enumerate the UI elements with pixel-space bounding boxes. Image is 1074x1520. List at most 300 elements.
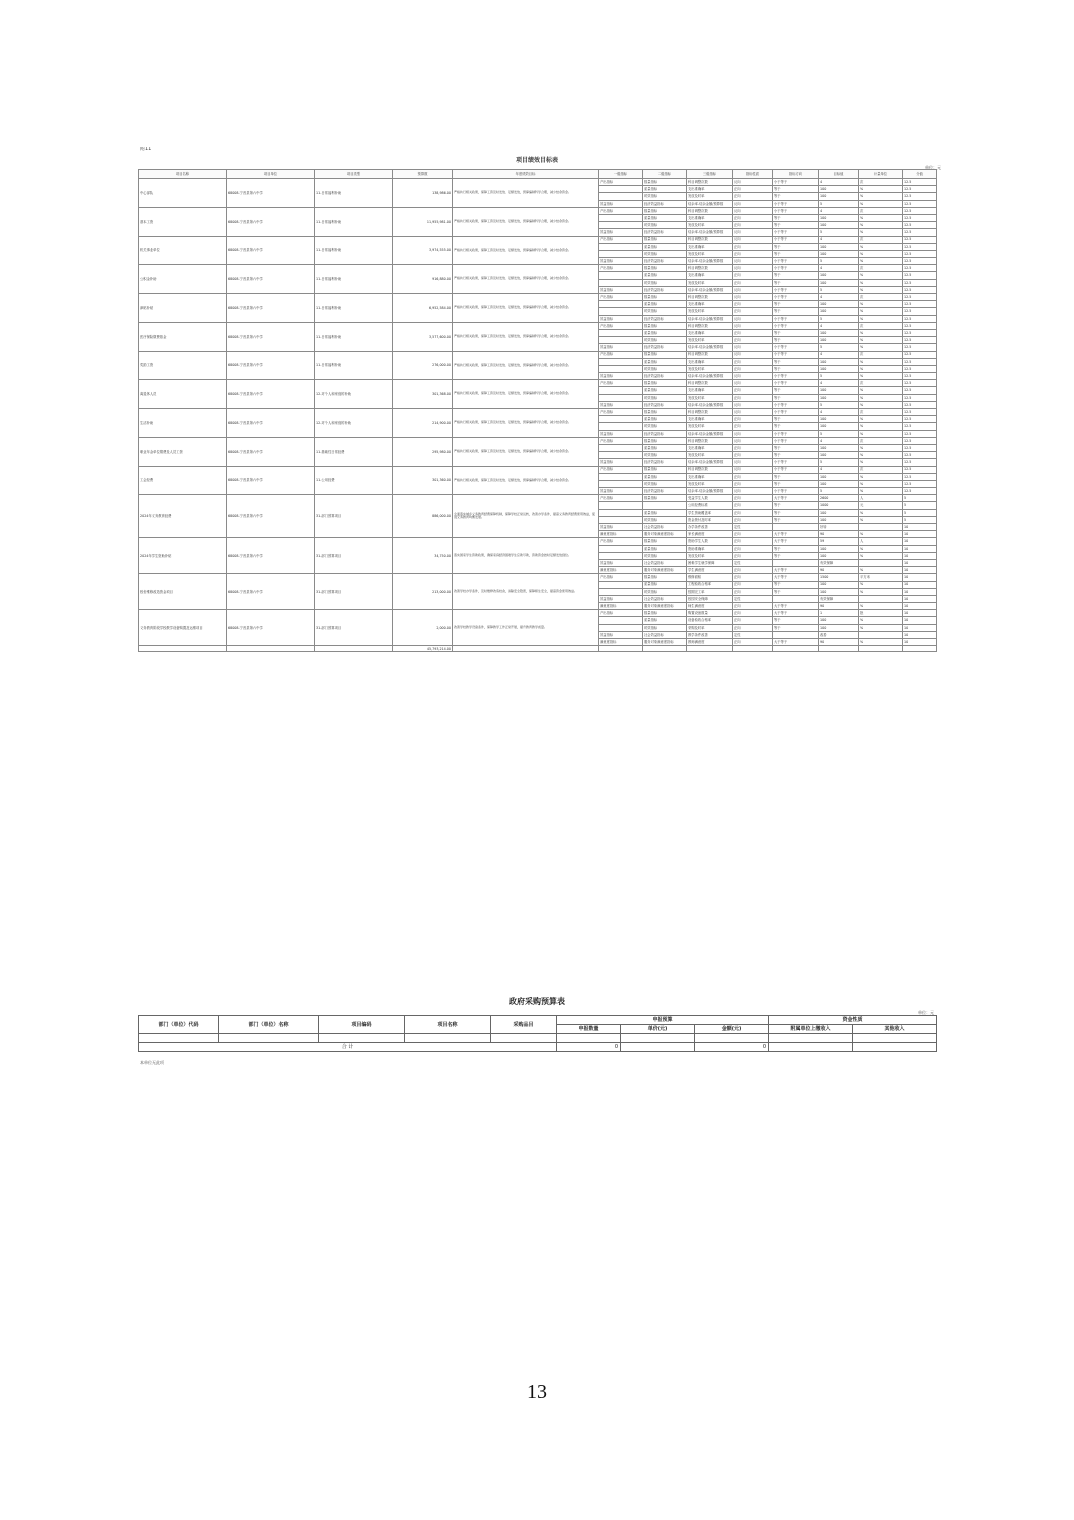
perf-indicator-cell: [599, 516, 643, 523]
perf-indicator-cell: 效益指标: [599, 631, 643, 638]
perf-indicator-cell: 12.5: [903, 416, 937, 423]
perf-indicator-cell: 5: [819, 200, 859, 207]
perf-indicator-cell: 质量指标: [643, 358, 687, 365]
perf-indicator-cell: %: [859, 423, 903, 430]
perf-indicator-cell: %: [859, 452, 903, 459]
perf-project-goal: 严格执行相关政策，保障工资及时发放、足额发放，预算编制科学合理，减少结余资金。: [453, 409, 599, 438]
perf-indicator-cell: 时效指标: [643, 222, 687, 229]
perf-indicator-cell: 等于: [773, 358, 819, 365]
perf-indicator-cell: %: [859, 214, 903, 221]
perf-total-blank-cell: [733, 646, 773, 652]
perf-indicator-cell: 12.5: [903, 466, 937, 473]
perf-project-goal: 严格执行相关政策，保障工资及时发放、足额发放，预算编制科学合理，减少结余资金。: [453, 236, 599, 265]
perf-project-type: 11-日常福利补助: [315, 322, 393, 351]
perf-indicator-cell: 100: [819, 552, 859, 559]
perf-indicator-cell: %: [859, 186, 903, 193]
perf-indicator-cell: 次: [859, 409, 903, 416]
perf-project-type: 31-部门预算项目: [315, 495, 393, 538]
perf-indicator-cell: 定性: [733, 595, 773, 602]
perf-indicator-cell: 反向: [733, 179, 773, 186]
perf-indicator-cell: %: [859, 480, 903, 487]
perf-indicator-cell: 服务对象满意度指标: [643, 531, 687, 538]
perf-project-goal: 严格执行相关政策，保障工资及时发放、足额发放，预算编制科学合理，减少结余资金。: [453, 322, 599, 351]
perf-indicator-cell: 等于: [773, 624, 819, 631]
perf-project-type: 31-部门预算项目: [315, 610, 393, 646]
perf-project-amount: 213,000.00: [393, 574, 453, 610]
perf-indicator-cell: 经济效益指标: [643, 286, 687, 293]
perf-indicator-cell: 5: [819, 430, 859, 437]
perf-indicator-cell: 社会效益指标: [643, 524, 687, 531]
perf-indicator-cell: 正向: [733, 301, 773, 308]
perf-project-goal: 严格执行相关政策，保障工资及时发放、足额发放，预算编制科学合理，减少结余资金。: [453, 380, 599, 409]
perf-project-type: 12-对个人和家庭的补助: [315, 380, 393, 409]
perf-project-type: 11-日常福利补助: [315, 236, 393, 265]
perf-indicator-cell: %: [859, 258, 903, 265]
perf-project-unit: 68008-宁晋县第六中学: [227, 574, 315, 610]
perf-indicator-cell: 12.5: [903, 351, 937, 358]
perf-indicator-cell: 科目调整次数: [687, 437, 733, 444]
perf-indicator-cell: %: [859, 200, 903, 207]
perf-project-goal: 全面落实城乡义务教育经费保障机制，保障学校正常运转，改善办学条件，提高义务教育经费使用效益，促进义务教育均衡发展。: [453, 495, 599, 538]
perf-indicator-cell: 效益指标: [599, 229, 643, 236]
perf-indicator-cell: 数量指标: [643, 437, 687, 444]
perf-indicator-cell: 结余率-结余金额/预算数: [687, 401, 733, 408]
perf-project-unit: 68008-宁晋县第六中学: [227, 466, 315, 495]
perf-indicator-cell: 社会效益指标: [643, 559, 687, 566]
perf-total-blank-cell: [599, 646, 643, 652]
perf-indicator-cell: 产出指标: [599, 179, 643, 186]
perf-indicator-cell: 5: [819, 401, 859, 408]
perf-indicator-cell: 正向: [733, 423, 773, 430]
perf-indicator-cell: %: [859, 279, 903, 286]
perf-indicator-cell: 时效指标: [643, 452, 687, 459]
perf-indicator-cell: 12.5: [903, 301, 937, 308]
perf-indicator-cell: 结余率-结余金额/预算数: [687, 315, 733, 322]
perf-indicator-cell: 等于: [773, 444, 819, 451]
perf-project-name: 津贴补贴: [139, 294, 227, 323]
perf-indicator-cell: 效益指标: [599, 200, 643, 207]
perf-indicator-cell: [599, 337, 643, 344]
perf-indicator-cell: 质量指标: [643, 214, 687, 221]
perf-indicator-cell: 5: [819, 344, 859, 351]
perf-indicator-cell: [773, 559, 819, 566]
perf-project-amount: 916,880.00: [393, 265, 453, 294]
perf-indicator-cell: 有效保障: [819, 559, 859, 566]
perf-project-goal: 严格执行相关政策，保障工资及时发放、足额发放，预算编制科学合理，减少结余资金。: [453, 265, 599, 294]
perf-indicator-cell: 数量指标: [643, 538, 687, 545]
perf-indicator-cell: 次: [859, 322, 903, 329]
perf-project-name: 生活补助: [139, 409, 227, 438]
table-row: [139, 538, 937, 545]
table-row: [139, 610, 937, 617]
perf-indicator-cell: 时效指标: [643, 308, 687, 315]
perf-indicator-cell: 效益指标: [599, 488, 643, 495]
perf-indicator-cell: 正向: [733, 452, 773, 459]
perf-total-blank-cell: [139, 646, 227, 652]
perf-indicator-cell: 小于等于: [773, 286, 819, 293]
perf-indicator-cell: [599, 272, 643, 279]
perf-indicator-cell: 支出准确率: [687, 214, 733, 221]
perf-indicator-cell: 产出指标: [599, 574, 643, 581]
perf-indicator-cell: 小于等于: [773, 488, 819, 495]
perf-indicator-cell: 12.5: [903, 272, 937, 279]
perf-indicator-cell: 小于等于: [773, 351, 819, 358]
perf-indicator-cell: 经济效益指标: [643, 401, 687, 408]
perf-header-cell: 一级指标: [599, 170, 643, 179]
perf-indicator-cell: 小于等于: [773, 401, 819, 408]
perf-indicator-cell: 100: [819, 365, 859, 372]
perf-indicator-cell: 正向: [733, 502, 773, 509]
perf-indicator-cell: 5: [903, 495, 937, 502]
perf-indicator-cell: 反向: [733, 322, 773, 329]
perf-indicator-cell: 科目调整次数: [687, 409, 733, 416]
perf-indicator-cell: 小于等于: [773, 229, 819, 236]
perf-total-blank-cell: [643, 646, 687, 652]
perf-indicator-cell: [859, 559, 903, 566]
perf-indicator-cell: 质量指标: [643, 416, 687, 423]
perf-total-blank-cell: [903, 646, 937, 652]
perf-indicator-cell: 100: [819, 337, 859, 344]
perf-indicator-cell: %: [859, 603, 903, 610]
perf-indicator-cell: %: [859, 509, 903, 516]
perf-indicator-cell: 受益学生人数: [687, 495, 733, 502]
perf-indicator-cell: 等于: [773, 423, 819, 430]
proc-header-other-income: 其他收入: [853, 1025, 937, 1034]
perf-indicator-cell: 12.5: [903, 179, 937, 186]
perf-indicator-cell: 社会效益指标: [643, 595, 687, 602]
perf-indicator-cell: 反向: [733, 294, 773, 301]
perf-indicator-cell: 反向: [733, 236, 773, 243]
perf-indicator-cell: 12.5: [903, 229, 937, 236]
perf-indicator-cell: 质量指标: [643, 581, 687, 588]
perf-project-type: 11-日常福利补助: [315, 351, 393, 380]
perf-indicator-cell: %: [859, 373, 903, 380]
perf-project-goal: 改善学校办学条件，及时维修改造校舍，消除安全隐患，保障师生安全，提高资金使用效益。: [453, 574, 599, 610]
perf-indicator-cell: 人: [859, 538, 903, 545]
perf-indicator-cell: [599, 365, 643, 372]
perf-indicator-cell: [773, 524, 819, 531]
perf-indicator-cell: 10: [903, 545, 937, 552]
perf-indicator-cell: 小于等于: [773, 430, 819, 437]
perf-indicator-cell: 100: [819, 444, 859, 451]
perf-indicator-cell: [643, 502, 687, 509]
perf-indicator-cell: 大于等于: [773, 574, 819, 581]
perf-indicator-cell: 反向: [733, 265, 773, 272]
perf-indicator-cell: 等于: [773, 502, 819, 509]
perf-indicator-cell: 结余率-结余金额/预算数: [687, 344, 733, 351]
perf-project-type: 11-日常福利补助: [315, 207, 393, 236]
perf-indicator-cell: [859, 631, 903, 638]
perf-indicator-cell: 产出指标: [599, 538, 643, 545]
perf-indicator-cell: 时效指标: [643, 279, 687, 286]
perf-indicator-cell: 等于: [773, 272, 819, 279]
perf-project-unit: 68008-宁晋县第六中学: [227, 179, 315, 208]
perf-project-unit: 68008-宁晋县第六中学: [227, 380, 315, 409]
table-row: [139, 179, 937, 186]
perf-indicator-cell: 小于等于: [773, 236, 819, 243]
perf-indicator-cell: 产出指标: [599, 322, 643, 329]
perf-indicator-cell: 12.5: [903, 286, 937, 293]
perf-indicator-cell: 10: [903, 624, 937, 631]
perf-indicator-cell: 反向: [733, 207, 773, 214]
perf-indicator-cell: 12.5: [903, 294, 937, 301]
perf-indicator-cell: 12.5: [903, 380, 937, 387]
perf-indicator-cell: 100: [819, 480, 859, 487]
table-row: [139, 380, 937, 387]
perf-indicator-cell: 等于: [773, 329, 819, 336]
perf-indicator-cell: [599, 624, 643, 631]
perf-indicator-cell: 10: [903, 567, 937, 574]
perf-project-unit: 68008-宁晋县第六中学: [227, 538, 315, 574]
perf-indicator-cell: 12.5: [903, 430, 937, 437]
perf-indicator-cell: 支出准确率: [687, 358, 733, 365]
perf-indicator-cell: 等于: [773, 588, 819, 595]
perf-indicator-cell: 反向: [733, 286, 773, 293]
perf-indicator-cell: 12.5: [903, 344, 937, 351]
perf-indicator-cell: 数量指标: [643, 380, 687, 387]
perf-indicator-cell: 等于: [773, 186, 819, 193]
perf-indicator-cell: 时效指标: [643, 423, 687, 430]
perf-indicator-cell: 按期完工率: [687, 588, 733, 595]
table-row: [139, 294, 937, 301]
perf-indicator-cell: 2600: [819, 495, 859, 502]
perf-indicator-cell: 100: [819, 416, 859, 423]
perf-project-amount: 301,368.00: [393, 380, 453, 409]
perf-indicator-cell: 100: [819, 516, 859, 523]
perf-indicator-cell: 4: [819, 179, 859, 186]
perf-indicator-cell: 服务对象满意度指标: [643, 603, 687, 610]
perf-indicator-cell: 小于等于: [773, 200, 819, 207]
table-row: [139, 236, 937, 243]
proc-header-item: 采购品目: [491, 1016, 557, 1034]
perf-indicator-cell: 5: [819, 459, 859, 466]
perf-indicator-cell: 发放及时率: [687, 308, 733, 315]
perf-indicator-cell: 4: [819, 466, 859, 473]
perf-indicator-cell: 90: [819, 567, 859, 574]
perf-indicator-cell: [599, 250, 643, 257]
perf-indicator-cell: 结余率-结余金额/预算数: [687, 459, 733, 466]
perf-indicator-cell: 反向: [733, 315, 773, 322]
perf-indicator-cell: 定性: [733, 631, 773, 638]
perf-project-unit: 68008-宁晋县第六中学: [227, 236, 315, 265]
perf-project-name: 中心部队: [139, 179, 227, 208]
perf-indicator-cell: 小于等于: [773, 258, 819, 265]
perf-indicator-cell: 次: [859, 380, 903, 387]
perf-indicator-cell: 数量指标: [643, 179, 687, 186]
proc-header-unit-price: 单价(元): [621, 1025, 695, 1034]
perf-indicator-cell: 满意度指标: [599, 603, 643, 610]
perf-indicator-cell: %: [859, 387, 903, 394]
perf-indicator-cell: 时效指标: [643, 588, 687, 595]
table-row: [139, 265, 937, 272]
proc-header-amount: 金额(元): [695, 1025, 769, 1034]
table-row: [139, 495, 937, 502]
perf-indicator-cell: 效益指标: [599, 459, 643, 466]
perf-indicator-cell: 经济效益指标: [643, 200, 687, 207]
perf-indicator-cell: 1: [819, 610, 859, 617]
perf-indicator-cell: 5: [819, 258, 859, 265]
perf-indicator-cell: 科目调整次数: [687, 351, 733, 358]
perf-indicator-cell: 反向: [733, 229, 773, 236]
perf-indicator-cell: 反向: [733, 351, 773, 358]
perf-project-name: 公积金补助: [139, 265, 227, 294]
perf-indicator-cell: 100: [819, 279, 859, 286]
perf-project-goal: 严格执行相关政策，保障工资及时发放、足额发放，预算编制科学合理，减少结余资金。: [453, 351, 599, 380]
perf-indicator-cell: 10: [903, 552, 937, 559]
perf-indicator-cell: 4: [819, 236, 859, 243]
perf-indicator-cell: 正向: [733, 337, 773, 344]
perf-header-cell: 项目类型: [315, 170, 393, 179]
perf-indicator-cell: 效益指标: [599, 401, 643, 408]
perf-indicator-cell: %: [859, 272, 903, 279]
perf-header-cell: 二级指标: [643, 170, 687, 179]
perf-indicator-cell: [599, 186, 643, 193]
perf-indicator-cell: 经济效益指标: [643, 430, 687, 437]
perf-indicator-cell: 时效指标: [643, 337, 687, 344]
perf-indicator-cell: 时效指标: [643, 193, 687, 200]
perf-indicator-cell: 服务对象满意度指标: [643, 639, 687, 646]
perf-indicator-cell: 小于等于: [773, 344, 819, 351]
perf-indicator-cell: %: [859, 473, 903, 480]
perf-indicator-cell: 教师满意度: [687, 639, 733, 646]
proc-header-budget: 申报预算: [557, 1016, 769, 1025]
perf-indicator-cell: 科目调整次数: [687, 322, 733, 329]
perf-indicator-cell: 发放及时率: [687, 480, 733, 487]
perf-indicator-cell: 科目调整次数: [687, 466, 733, 473]
perf-indicator-cell: 时效指标: [643, 552, 687, 559]
perf-indicator-cell: 家长满意度: [687, 531, 733, 538]
perf-project-goal: 改善学校教学设备条件，保障教学工作正常开展，提升教育教学质量。: [453, 610, 599, 646]
perf-indicator-cell: 12.5: [903, 200, 937, 207]
perf-header-cell: 项目名称: [139, 170, 227, 179]
perf-indicator-cell: 质量指标: [643, 473, 687, 480]
perf-indicator-cell: 等于: [773, 279, 819, 286]
perf-indicator-cell: 正向: [733, 279, 773, 286]
perf-indicator-cell: 等于: [773, 581, 819, 588]
perf-indicator-cell: %: [859, 416, 903, 423]
perf-indicator-cell: 定性: [733, 559, 773, 566]
perf-indicator-cell: 工程验收合格率: [687, 581, 733, 588]
perf-indicator-cell: 正向: [733, 495, 773, 502]
perf-indicator-cell: 4: [819, 409, 859, 416]
perf-indicator-cell: 10: [903, 603, 937, 610]
perf-indicator-cell: 大于等于: [773, 603, 819, 610]
perf-header-cell: 指标性质: [733, 170, 773, 179]
perf-indicator-cell: 正向: [733, 186, 773, 193]
perf-indicator-cell: 12.5: [903, 423, 937, 430]
perf-indicator-cell: 产出指标: [599, 207, 643, 214]
proc-total-label: 合 计: [139, 1043, 557, 1052]
perf-indicator-cell: 反向: [733, 401, 773, 408]
perf-indicator-cell: 满意度指标: [599, 531, 643, 538]
perf-indicator-cell: 100: [819, 394, 859, 401]
perf-indicator-cell: %: [859, 394, 903, 401]
perf-project-unit: 68008-宁晋县第六中学: [227, 409, 315, 438]
perf-project-amount: 6,952,584.00: [393, 294, 453, 323]
perf-indicator-cell: %: [859, 301, 903, 308]
perf-project-amount: 11,955,981.00: [393, 207, 453, 236]
perf-indicator-cell: 100: [819, 214, 859, 221]
perf-indicator-cell: 服务对象满意度指标: [643, 567, 687, 574]
perf-indicator-cell: %: [859, 430, 903, 437]
perf-indicator-cell: 90: [819, 603, 859, 610]
table-row: [139, 322, 937, 329]
perf-project-amount: 886,000.00: [393, 495, 453, 538]
perf-indicator-cell: 小于等于: [773, 294, 819, 301]
perf-indicator-cell: 4: [819, 380, 859, 387]
perf-indicator-cell: 正向: [733, 581, 773, 588]
perf-indicator-cell: 科目调整次数: [687, 380, 733, 387]
perf-project-amount: 276,000.00: [393, 351, 453, 380]
perf-indicator-cell: %: [859, 286, 903, 293]
perf-project-type: 12-对个人和家庭的补助: [315, 409, 393, 438]
perf-indicator-cell: 12.5: [903, 437, 937, 444]
perf-indicator-cell: 12.5: [903, 265, 937, 272]
perf-indicator-cell: 12.5: [903, 322, 937, 329]
perf-indicator-cell: [599, 394, 643, 401]
perf-header-cell: 三级指标: [687, 170, 733, 179]
perf-indicator-cell: 教学条件改善: [687, 631, 733, 638]
perf-indicator-cell: 效益指标: [599, 430, 643, 437]
perf-indicator-cell: %: [859, 308, 903, 315]
perf-indicator-cell: 小于等于: [773, 265, 819, 272]
perf-project-unit: 68008-宁晋县第六中学: [227, 322, 315, 351]
perf-indicator-cell: 100: [819, 387, 859, 394]
perf-indicator-cell: 4: [819, 351, 859, 358]
perf-indicator-cell: 5: [903, 502, 937, 509]
perf-total-blank-cell: [315, 646, 393, 652]
perf-indicator-cell: 小于等于: [773, 459, 819, 466]
perf-indicator-cell: 产出指标: [599, 437, 643, 444]
perf-indicator-cell: 12.5: [903, 373, 937, 380]
perf-indicator-cell: 数量指标: [643, 574, 687, 581]
perf-indicator-cell: 产出指标: [599, 351, 643, 358]
perf-project-amount: 3,577,600.00: [393, 322, 453, 351]
perf-indicator-cell: 正向: [733, 574, 773, 581]
perf-indicator-cell: 次: [859, 265, 903, 272]
perf-indicator-cell: [599, 552, 643, 559]
perf-indicator-cell: 设备验收合格率: [687, 617, 733, 624]
perf-indicator-cell: 4: [819, 207, 859, 214]
perf-indicator-cell: 次: [859, 207, 903, 214]
perf-indicator-cell: [599, 214, 643, 221]
perf-indicator-cell: 经济效益指标: [643, 459, 687, 466]
perf-indicator-cell: [599, 617, 643, 624]
perf-indicator-cell: 100: [819, 193, 859, 200]
proc-total-amount: 0: [695, 1043, 769, 1052]
perf-indicator-cell: 等于: [773, 473, 819, 480]
perf-indicator-cell: 发放及时率: [687, 222, 733, 229]
perf-indicator-cell: 质量指标: [643, 329, 687, 336]
perf-indicator-cell: 经济效益指标: [643, 373, 687, 380]
perf-indicator-cell: 小于等于: [773, 409, 819, 416]
perf-indicator-cell: 12.5: [903, 329, 937, 336]
perf-header-cell: 目标值: [819, 170, 859, 179]
perf-indicator-cell: [773, 595, 819, 602]
table-row: [139, 409, 937, 416]
perf-indicator-cell: 资金拨付及时率: [687, 516, 733, 523]
perf-indicator-cell: 正向: [733, 480, 773, 487]
perf-project-goal: 严格执行相关政策，保障工资及时发放、足额发放，预算编制科学合理，减少结余资金。: [453, 179, 599, 208]
perf-indicator-cell: 100: [819, 545, 859, 552]
perf-indicator-cell: [599, 480, 643, 487]
perf-indicator-cell: 100: [819, 581, 859, 588]
perf-indicator-cell: 12.5: [903, 387, 937, 394]
perf-indicator-cell: 12.5: [903, 222, 937, 229]
perf-indicator-cell: 正向: [733, 329, 773, 336]
perf-indicator-cell: 科目调整次数: [687, 265, 733, 272]
proc-empty-row: [139, 1034, 937, 1043]
